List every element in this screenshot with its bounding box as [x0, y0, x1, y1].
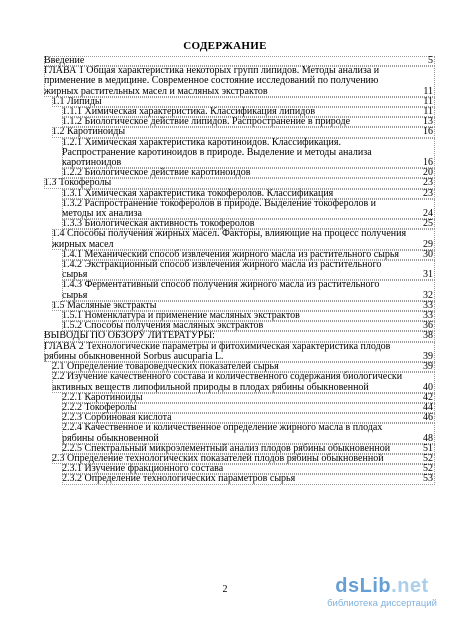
watermark: [322, 574, 442, 616]
toc-entry-text: ГЛАВА 1 Общая характеристика некоторых групп липидов. Методы анализа и применение в медицине. Современное состояние исследований по получению жирных растительных масел и масляных экстрактов: [44, 65, 380, 97]
toc-entry-page: 48: [423, 432, 433, 444]
toc-entry-text: 1.5.2 Способы получения масляных экстрактов: [62, 320, 264, 332]
toc-entry[interactable]: [44, 229, 435, 249]
toc-entry-page: 32: [423, 289, 433, 301]
toc-entry-text: 1.2.1 Химическая характеристика каротиноидов. Классификация. Распространение каротиноидов в природе. Выделение и методы анализа каротиноидов: [62, 136, 372, 169]
toc-entry-page: 16: [423, 157, 433, 169]
toc-entry-page: 46: [423, 412, 433, 424]
toc-entry-page: 16: [423, 126, 433, 138]
toc-entry-page: 51: [423, 442, 433, 454]
toc-entry-page: 11: [423, 85, 433, 97]
toc-entry-text: 1.3 Токоферолы: [44, 177, 112, 189]
toc-entry-text: 1.4.3 Ферментативный способ получения жирного масла из растительного сырья: [62, 279, 380, 301]
watermark-logo: [322, 574, 442, 598]
toc-entry-text: 2.2.4 Качественное и количественное определение жирного масла в плодах рябины обыкновенной: [62, 422, 383, 444]
toc-entry-page: 13: [423, 116, 433, 128]
toc-entry-text: 1.1.1 Химическая характеристика. Классификация липидов: [62, 106, 316, 118]
toc-entry-text: 2.3.1 Изучение фракционного состава: [62, 463, 224, 475]
toc-entry-page: 29: [423, 238, 433, 250]
toc-entry[interactable]: [44, 260, 435, 280]
watermark-logo-main: dsLib: [335, 575, 392, 597]
toc-entry-page: 52: [423, 452, 433, 464]
toc-entry[interactable]: [44, 372, 435, 392]
toc-entry-text: 2.1 Определение товароведческих показателей сырья: [52, 361, 279, 373]
toc-entry-text: 1.2.2 Биологическое действие каротиноидов: [62, 167, 251, 179]
toc-entry-text: 1.5 Масляные экстракты: [52, 299, 157, 311]
toc-entry[interactable]: [44, 342, 435, 362]
toc-entry-page: 20: [423, 167, 433, 179]
toc-entry-text: Введение: [44, 55, 85, 66]
toc-entry-text: 2.2 Изучение качественного состава и количественного содержания биологически активных веществ липофильной природы в плодах рябины обыкновенной: [52, 371, 403, 393]
toc-entry-page: 33: [423, 310, 433, 322]
toc-entry-text: 2.2.3 Сорбиновая кислота: [62, 412, 172, 424]
toc-entry-page: 38: [423, 330, 433, 342]
toc-entry[interactable]: [44, 199, 435, 219]
toc-entry-page: 11: [423, 95, 433, 107]
toc-entry[interactable]: [44, 280, 435, 300]
page-number: 2: [222, 584, 228, 595]
toc-entry-text: 2.3 Определение технологических показателей плодов рябины обыкновенной: [52, 452, 384, 464]
toc-entry-text: 1.5.1 Номенклатура и применение масляных экстрактов: [62, 310, 300, 322]
toc-entry[interactable]: [44, 474, 435, 484]
toc-entry-page: 52: [423, 463, 433, 475]
toc-entry-page: 53: [423, 473, 433, 485]
toc-entry-page: 11: [423, 106, 433, 118]
toc-entry-page: 40: [423, 381, 433, 393]
toc-entry-text: 2.3.2 Определение технологических параметров сырья: [62, 473, 296, 485]
toc-entry-text: 1.1 Липиды: [52, 95, 102, 107]
watermark-subtitle: библиотека диссертаций: [327, 598, 437, 609]
toc-entry[interactable]: [44, 66, 435, 97]
toc-entry-page: 44: [423, 401, 433, 413]
toc-entry[interactable]: [44, 138, 435, 169]
toc-entry-page: 31: [423, 269, 433, 281]
toc-entry-text: 1.3.3 Биологическая активность токоферолов: [62, 218, 255, 230]
toc-entry-page: 39: [423, 361, 433, 373]
toc-entry-page: 42: [423, 391, 433, 403]
toc-entry-text: 1.3.1 Химическая характеристика токоферолов. Классификация: [62, 187, 334, 199]
toc-entry-text: ГЛАВА 2 Технологические параметры и фитохимическая характеристика плодов рябины обыкновенной Sorbus aucuparia L.: [44, 340, 391, 362]
toc-entry-text: 2.2.1 Каротиноиды: [62, 391, 143, 403]
toc-entry-page: 39: [423, 350, 433, 362]
toc-entry-text: 1.2 Каротиноиды: [52, 126, 126, 138]
table-of-contents: [44, 56, 435, 485]
toc-entry-page: 30: [423, 248, 433, 260]
toc-entry-text: ВЫВОДЫ ПО ОБЗОРУ ЛИТЕРАТУРЫ:: [44, 330, 215, 342]
toc-entry-text: 1.4 Способы получения жирных масел. Факторы, влияющие на процесс получения жирных масел: [52, 228, 407, 250]
toc-entry-page: 24: [423, 208, 433, 220]
toc-entry[interactable]: [44, 423, 435, 443]
toc-entry-page: 23: [423, 187, 433, 199]
toc-entry-text: 2.2.5 Спектральный микроэлементный анализ плодов рябины обыкновенной: [62, 442, 391, 454]
toc-entry-text: 1.1.2 Биологическое действие липидов. Распространение в природе: [62, 116, 351, 128]
toc-entry-page: 25: [423, 218, 433, 230]
toc-entry-text: 1.4.2 Экстракционный способ извлечения жирного масла из растительного сырья: [62, 259, 382, 281]
toc-entry-page: 36: [423, 320, 433, 332]
toc-entry-text: 1.4.1 Механический способ извлечения жирного масла из растительного сырья: [62, 248, 400, 260]
toc-entry-text: 2.2.2 Токоферолы: [62, 401, 137, 413]
page-title: СОДЕРЖАНИЕ: [183, 40, 267, 52]
watermark-logo-domain: .net: [391, 575, 429, 597]
toc-entry-text: 1.3.2 Распространение токоферолов в природе. Выделение токоферолов и методы их анализа: [62, 197, 377, 220]
toc-entry-page: 33: [423, 299, 433, 311]
toc-entry-page: 5: [428, 55, 433, 66]
toc-entry-page: 23: [423, 177, 433, 189]
